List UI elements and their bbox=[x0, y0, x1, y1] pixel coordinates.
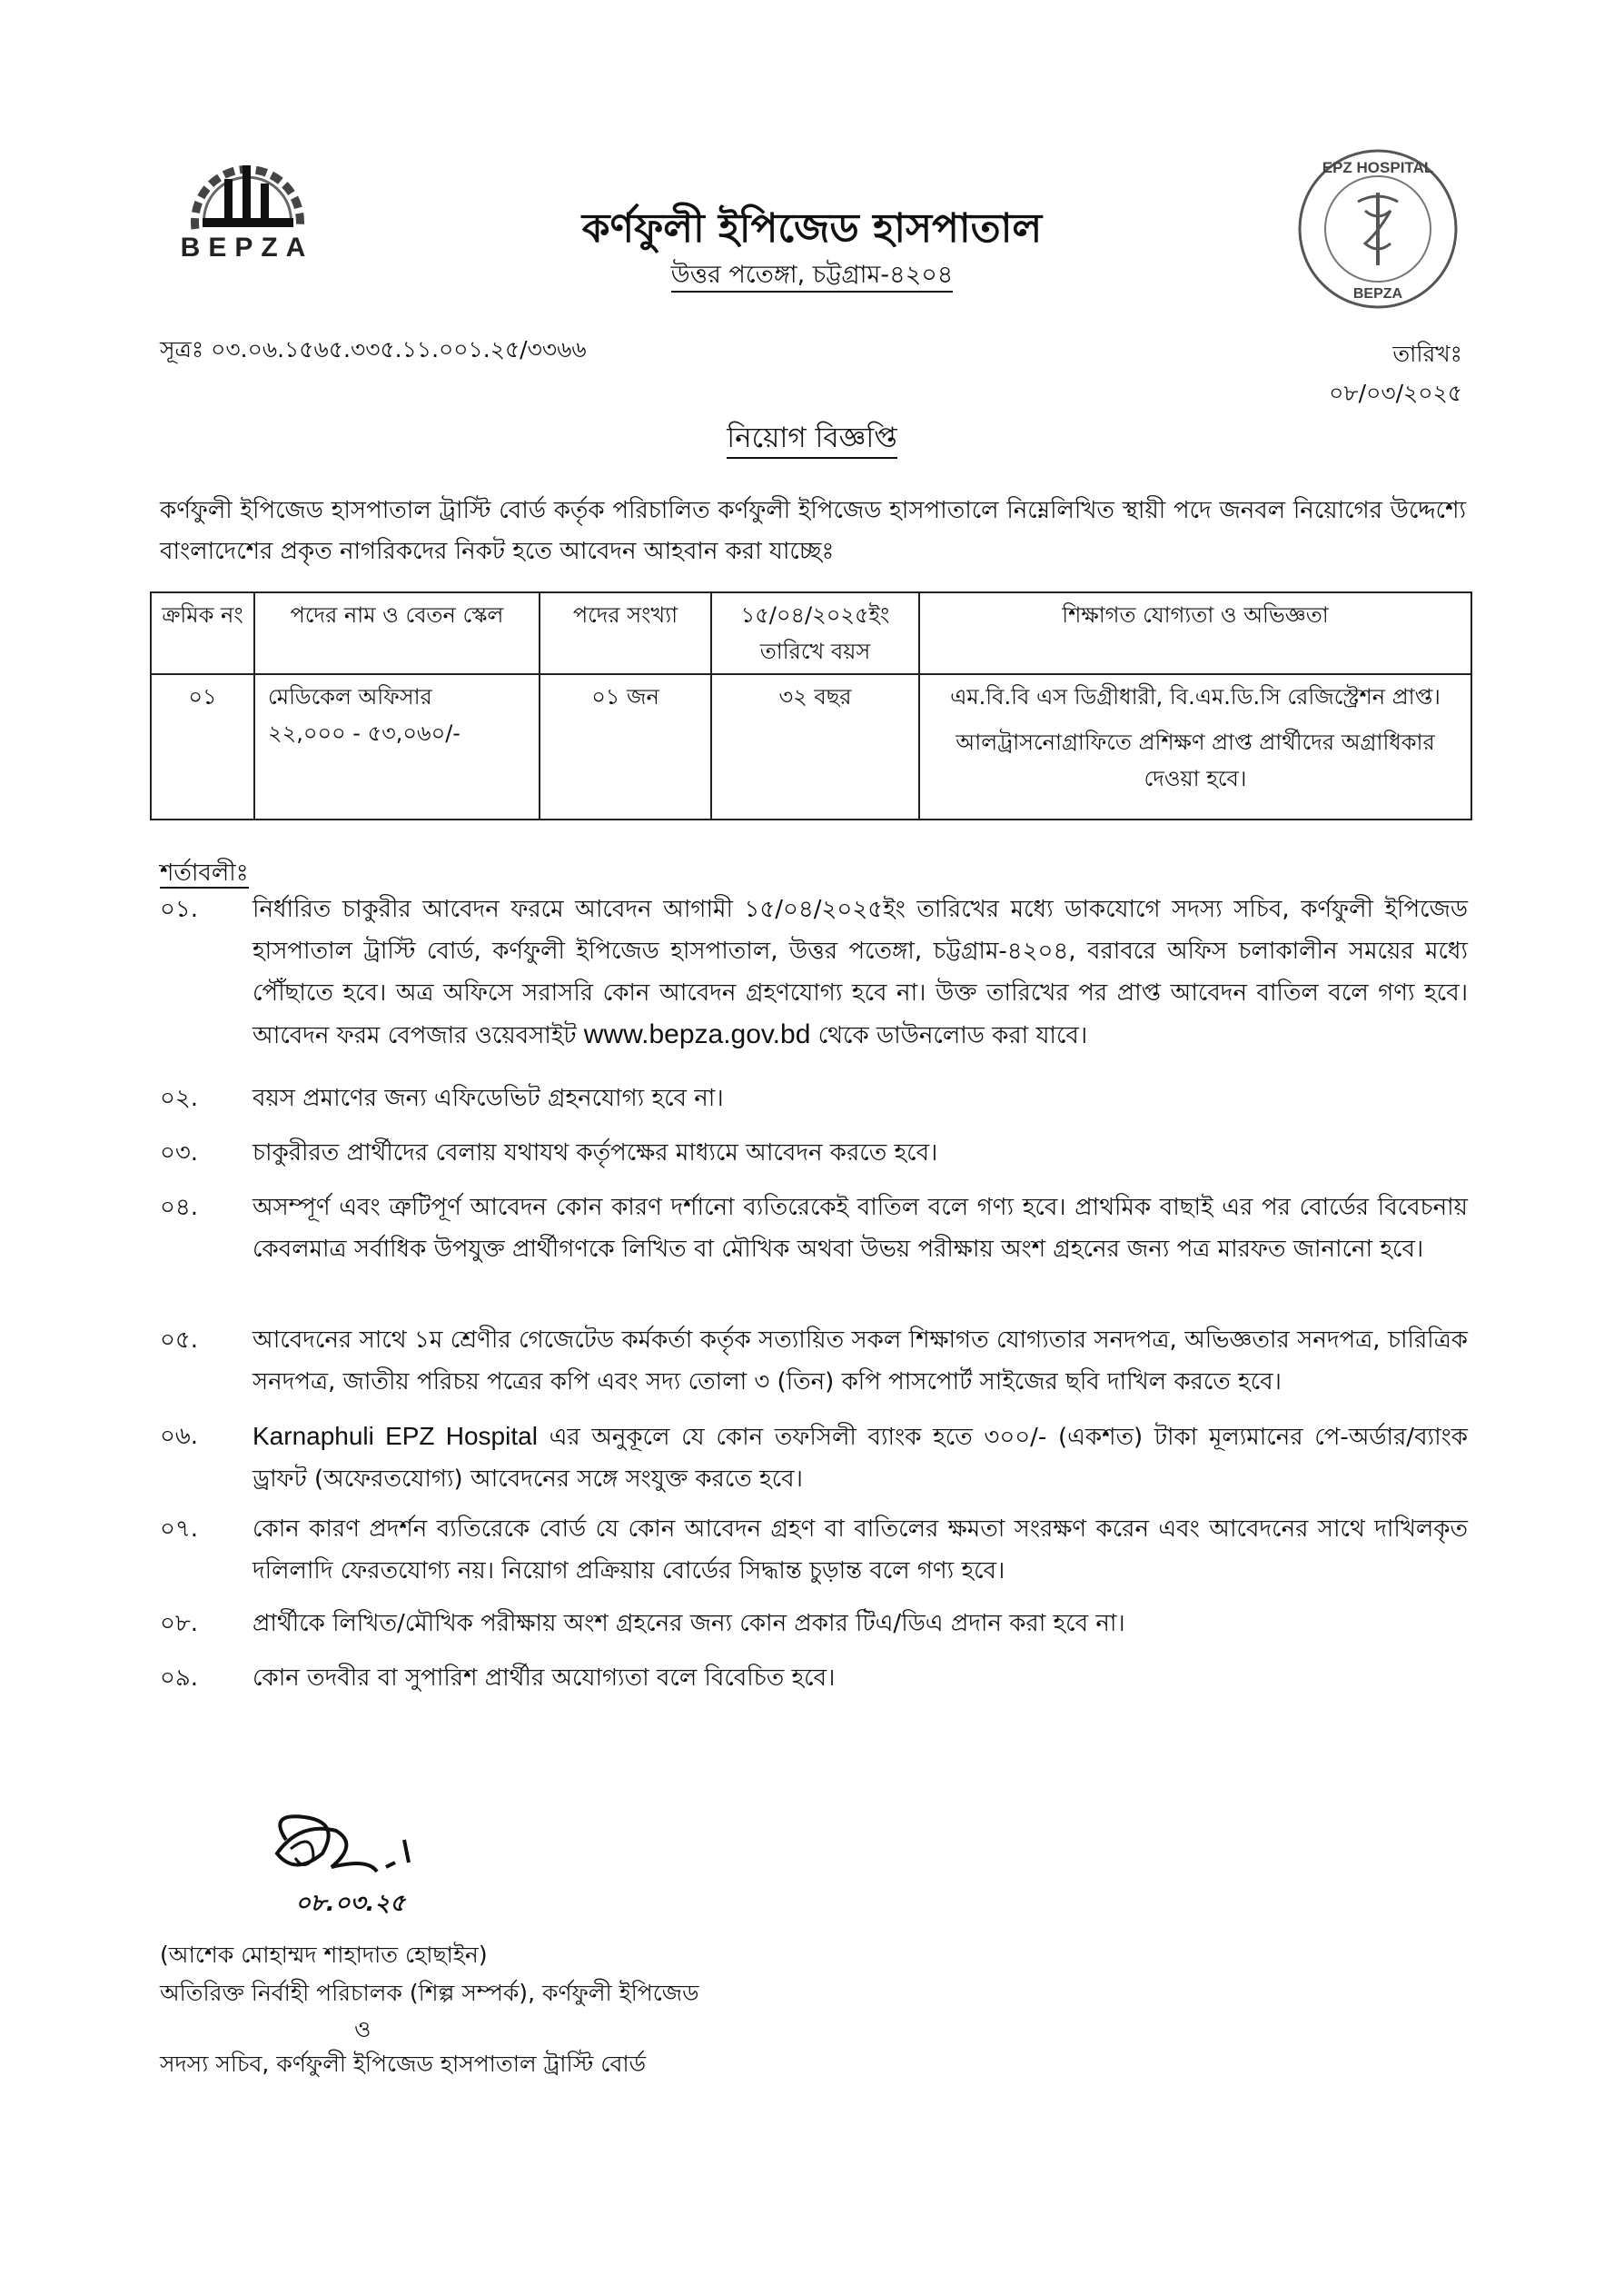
handwritten-signature bbox=[259, 1803, 450, 1922]
cell-serial: ০১ bbox=[151, 674, 254, 820]
header-count: পদের সংখ্যা bbox=[540, 592, 711, 674]
header-post: পদের নাম ও বেতন স্কেল bbox=[254, 592, 540, 674]
notice-title: নিয়োগ বিজ্ঞপ্তি bbox=[0, 416, 1624, 463]
svg-text:EPZ HOSPITAL: EPZ HOSPITAL bbox=[1322, 159, 1434, 176]
post-name: মেডিকেল অফিসার bbox=[268, 684, 432, 710]
hospital-address: উত্তর পতেঙ্গা, চট্টগ্রাম-৪২০৪ bbox=[0, 256, 1624, 297]
signature-scribble-icon bbox=[259, 1803, 450, 1922]
svg-text:০৮.০৩.২৫: ০৮.০৩.২৫ bbox=[295, 1890, 406, 1917]
qualification-line-1: এম.বি.বি এস ডিগ্রীধারী, বি.এম.ডি.সি রেজিস্ট্রেশন প্রাপ্ত। bbox=[950, 684, 1441, 710]
intro-paragraph: কর্ণফুলী ইপিজেড হাসপাতাল ট্রাস্টি বোর্ড কর্তৃক পরিচালিত কর্ণফুলী ইপিজেড হাসপাতালে নিম্নেলিখিত স্থায়ী পদে জনবল নিয়োগের উদ্দেশ্যে বাংলাদেশের প্রকৃত নাগরিকদের নিকট হতে আবেদন আহবান করা যাচ্ছেঃ bbox=[160, 497, 1466, 565]
cell-age: ৩২ বছর bbox=[711, 674, 919, 820]
header-age: ১৫/০৪/২০২৫ইং তারিখে বয়স bbox=[711, 592, 919, 674]
conditions-title: শর্তাবলীঃ bbox=[160, 859, 249, 887]
svg-text:BEPZA: BEPZA bbox=[180, 233, 314, 263]
signatory-and: ও bbox=[354, 2016, 371, 2042]
cell-count: ০১ জন bbox=[540, 674, 711, 820]
memo-date: তারিখঃ ০৮/০৩/২০২৫ bbox=[1329, 341, 1462, 406]
condition-item: ০৪. অসম্পূর্ণ এবং ত্রুটিপূর্ণ আবেদন কোন কারণ দর্শানো ব্যতিরেকেই বাতিল বলে গণ্য হবে। প্রাথমিক বাছাই এর পর বোর্ডের বিবেচনায় কেবলমাত্র সর্বাধিক উপযুক্ত প্রার্থীগণকে লিখিত বা মৌখিক অথবা উভয় পরীক্ষায় অংশ গ্রহনের জন্য পত্র মারফত জানানো হবে। bbox=[160, 1194, 1468, 1263]
condition-item: ০৫. আবেদনের সাথে ১ম শ্রেণীর গেজেটেড কর্মকর্তা কর্তৃক সত্যায়িত সকল শিক্ষাগত যোগ্যতার সনদপত্র, অভিজ্ঞতার সনদপত্র, চারিত্রিক সনদপত্র, জাতীয় পরিচয় পত্রের কপি এবং সদ্য তোলা ৩ (তিন) কপি পাসপোর্ট সাইজের ছবি দাখিল করতে হবে। bbox=[160, 1326, 1468, 1396]
cell-qualification bbox=[919, 674, 1471, 820]
memo-reference: সূত্রঃ ০৩.০৬.১৫৬৫.৩৩৫.১১.০০১.২৫/৩৩৬৬ bbox=[160, 336, 587, 363]
condition-item: ০২. বয়স প্রমাণের জন্য এফিডেভিট গ্রহনযোগ্য হবে না। bbox=[160, 1085, 724, 1112]
cell-post bbox=[254, 674, 540, 820]
condition-item: ০৯. কোন তদবীর বা সুপারিশ প্রার্থীর অযোগ্যতা বলে বিবেচিত হবে। bbox=[160, 1664, 836, 1692]
qualification-line-2: আলট্রাসনোগ্রাফিতে প্রশিক্ষণ প্রাপ্ত প্রার্থীদের অগ্রাধিকার দেওয়া হবে। bbox=[956, 730, 1435, 791]
website-link[interactable]: www.bepza.gov.bd bbox=[583, 1019, 811, 1049]
header-serial: ক্রমিক নং bbox=[151, 592, 254, 674]
condition-item: ০৬. Karnaphuli EPZ Hospital এর অনুকূলে যে কোন তফসিলী ব্যাংক হতে ৩০০/- (একশত) টাকা মূল্যমানের পে-অর্ডার/ব্যাংক ড্রাফট (অফেরতযোগ্য) আবেদনের সঙ্গে সংযুক্ত করতে হবে। bbox=[160, 1422, 1469, 1493]
signatory-designation-1: অতিরিক্ত নির্বাহী পরিচালক (শিল্প সম্পর্ক), কর্ণফুলী ইপিজেড bbox=[160, 1980, 699, 2006]
signatory-designation-2: সদস্য সচিব, কর্ণফুলী ইপিজেড হাসপাতাল ট্রাস্টি বোর্ড bbox=[160, 2051, 647, 2077]
signatory-name: (আশেক মোহাম্মদ শাহাদাত হোছাইন) bbox=[160, 1942, 488, 1968]
condition-item: ০৩. চাকুরীরত প্রার্থীদের বেলায় যথাযথ কর্তৃপক্ষের মাধ্যমে আবেদন করতে হবে। bbox=[160, 1139, 938, 1167]
pay-scale: ২২,০০০ - ৫৩,০৬০/- bbox=[268, 720, 460, 746]
hospital-title: কর্ণফুলী ইপিজেড হাসপাতাল bbox=[581, 205, 1043, 252]
header-qualification: শিক্ষাগত যোগ্যতা ও অভিজ্ঞতা bbox=[919, 592, 1471, 674]
condition-item: ০১. নির্ধারিত চাকুরীর আবেদন ফরমে আবেদন আগামী ১৫/০৪/২০২৫ইং তারিখের মধ্যে ডাকযোগে সদস্য সচিব, কর্ণফুলী ইপিজেড হাসপাতাল ট্রাস্টি বোর্ড, কর্ণফুলী ইপিজেড হাসপাতাল, উত্তর পতেঙ্গা, চট্টগ্রাম-৪২০৪, বরাবরে অফিস চলাকালীন সময়ের মধ্যে পৌঁছাতে হবে। অত্র অফিসে সরাসরি কোন আবেদন গ্রহণযোগ্য হবে না। উক্ত তারিখের পর প্রাপ্ত আবেদন বাতিল বলে গণ্য হবে। আবেদন ফরম বেপজার ওয়েবসাইট www.bepza.gov.bd থেকে ডাউনলোড করা যাবে। bbox=[160, 896, 1468, 1049]
svg-text:BEPZA: BEPZA bbox=[1352, 286, 1403, 302]
table-header-row bbox=[151, 592, 1471, 674]
table-row bbox=[151, 674, 1471, 820]
condition-item: ০৮. প্রার্থীকে লিখিত/মৌখিক পরীক্ষায় অংশ গ্রহনের জন্য কোন প্রকার টিএ/ডিএ প্রদান করা হবে না। bbox=[160, 1610, 1125, 1637]
job-table bbox=[150, 591, 1472, 820]
condition-item: ০৭. কোন কারণ প্রদর্শন ব্যতিরেকে বোর্ড যে কোন আবেদন গ্রহণ বা বাতিলের ক্ষমতা সংরক্ষণ করেন এবং আবেদনের সাথে দাখিলকৃত দলিলাদি ফেরতযোগ্য নয়। নিয়োগ প্রক্রিয়ায় বোর্ডের সিদ্ধান্ত চুড়ান্ত বলে গণ্য হবে। bbox=[160, 1515, 1468, 1585]
